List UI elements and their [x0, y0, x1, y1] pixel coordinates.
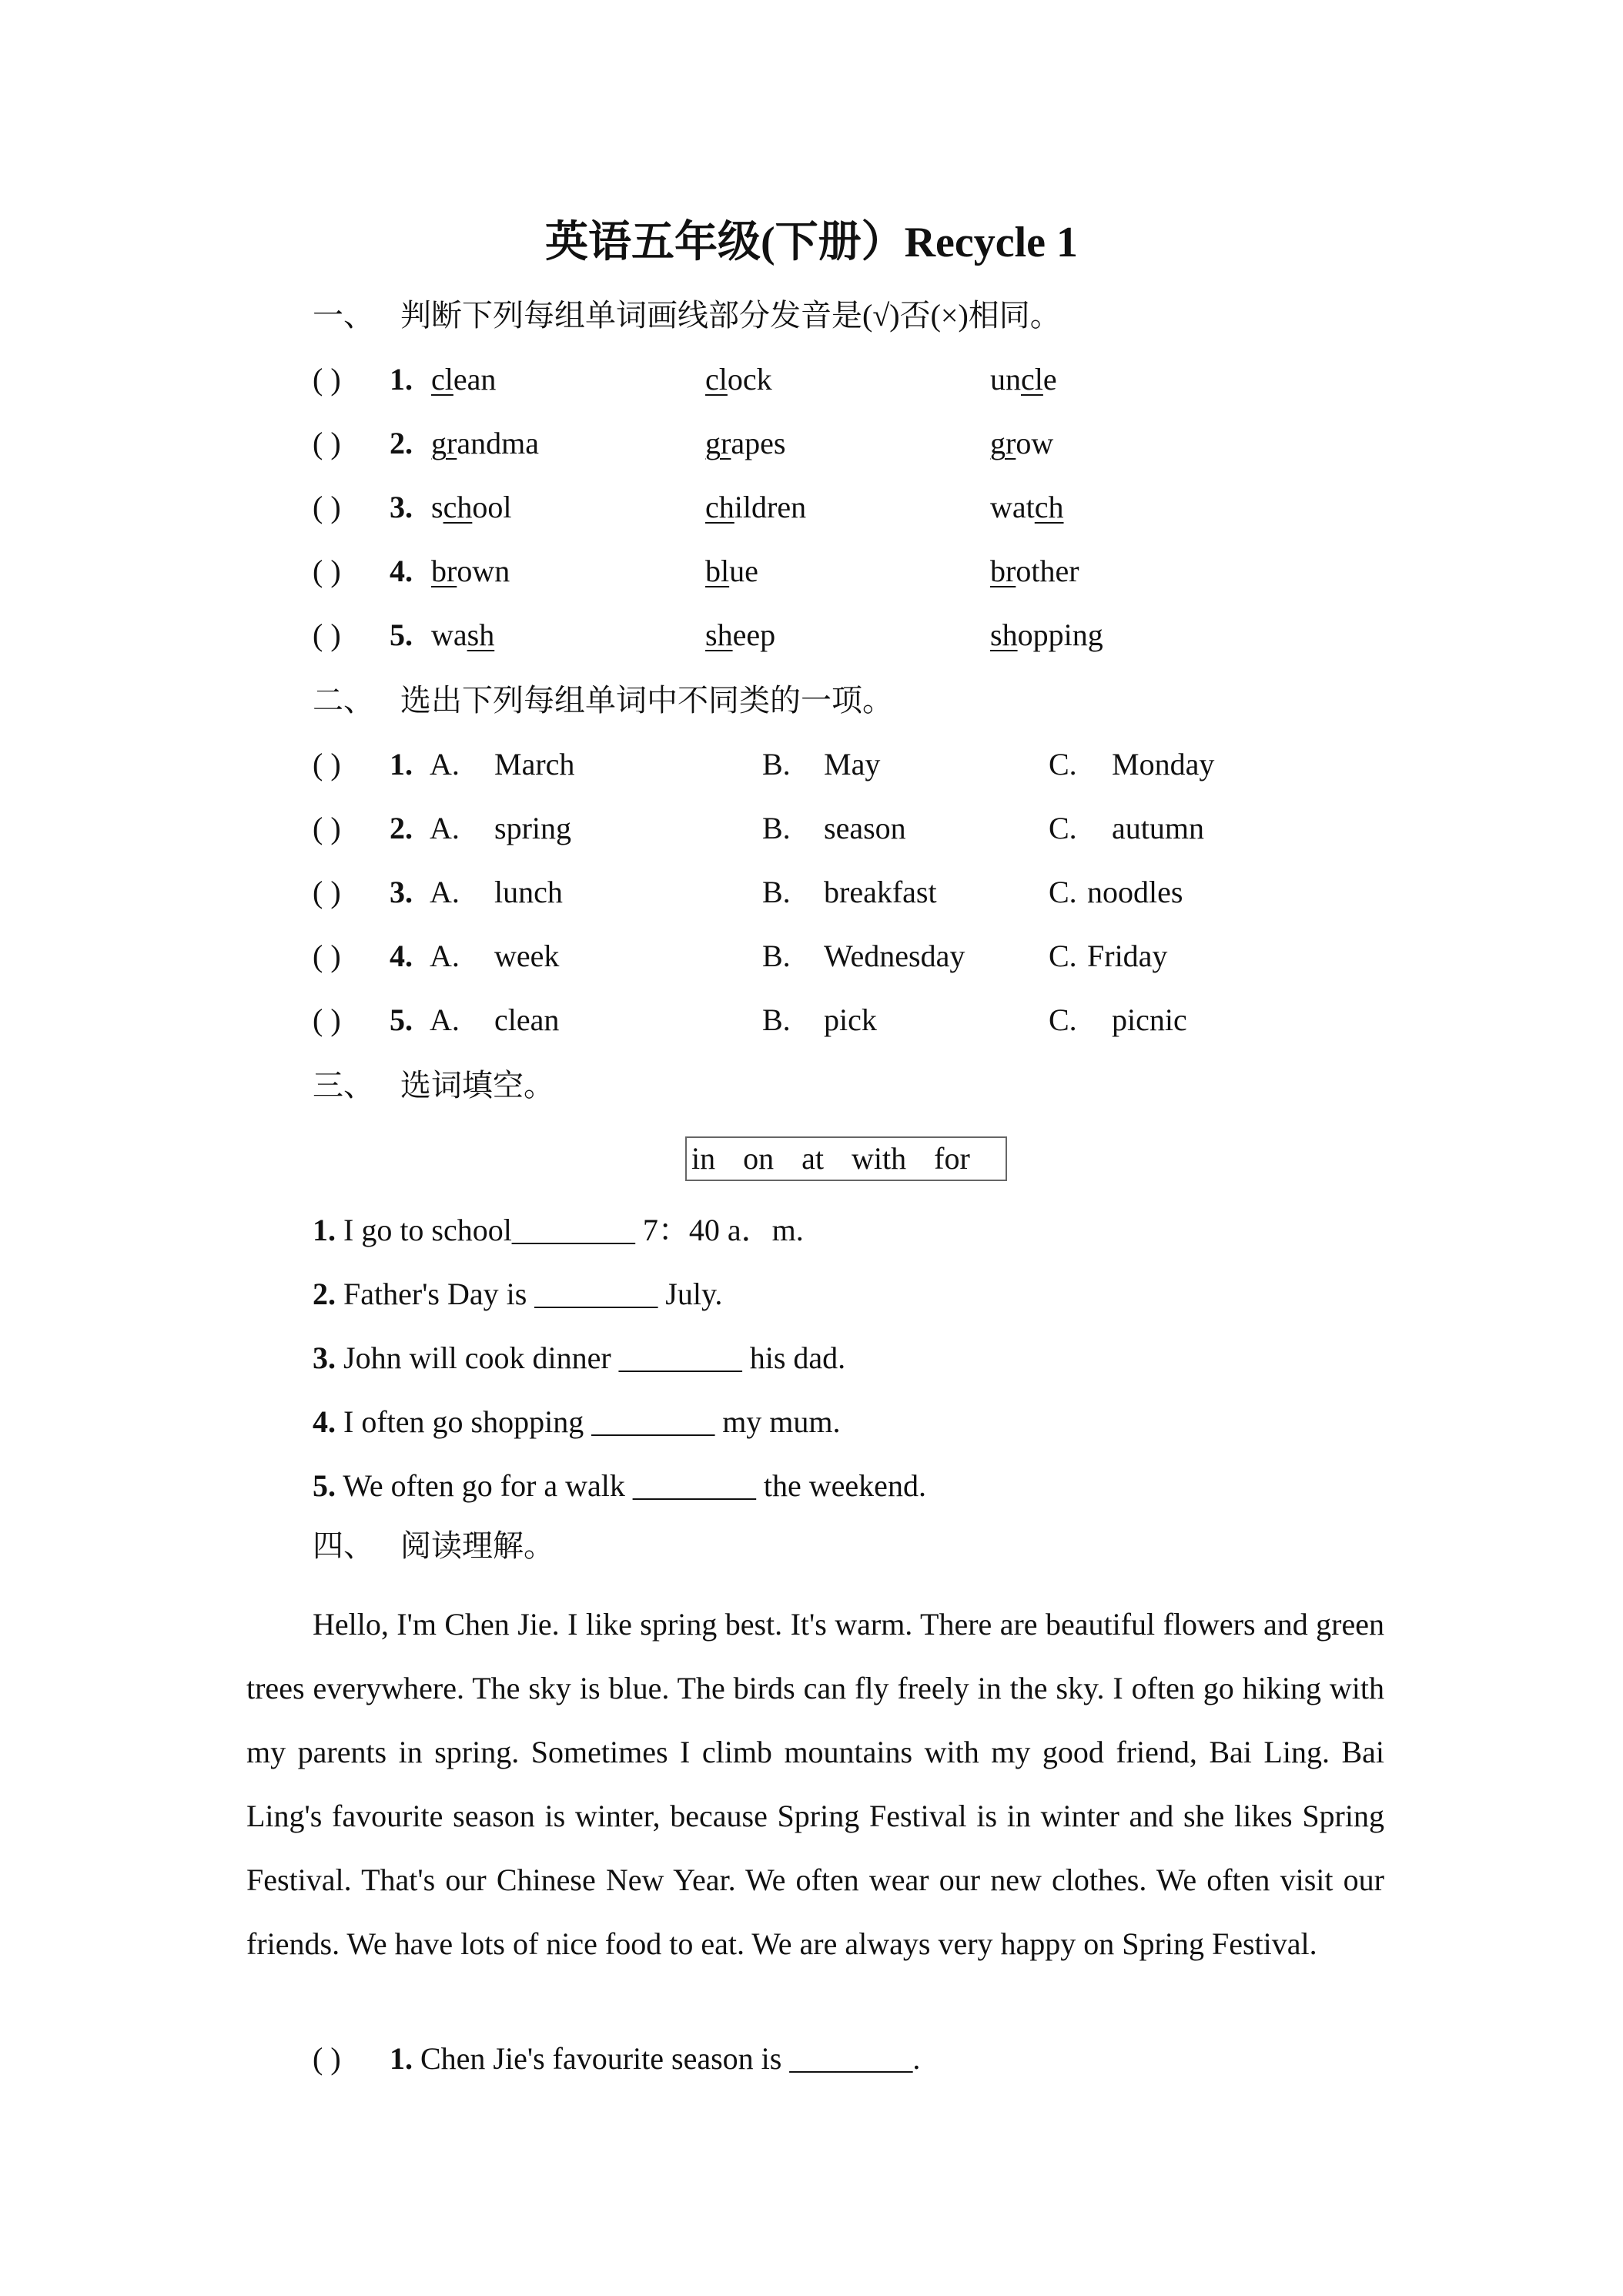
option-b[interactable]: May	[824, 747, 881, 782]
section-number: 二、	[313, 683, 374, 718]
underlined-letters: gr	[705, 426, 731, 460]
option-a[interactable]: March	[494, 747, 575, 782]
phonics-row	[313, 424, 413, 463]
underlined-letters: gr	[990, 426, 1016, 460]
word-part: ool	[472, 490, 512, 524]
phonics-word	[705, 552, 758, 591]
answer-blank[interactable]: ________	[618, 1340, 742, 1375]
section-1-heading	[313, 296, 1061, 335]
section-instruction: 阅读理解。	[400, 1528, 554, 1563]
phonics-word	[705, 616, 775, 654]
underlined-letters: br	[431, 554, 457, 588]
underlined-letters: br	[990, 554, 1016, 588]
question-number: 4.	[313, 1404, 336, 1439]
word-part: wat	[990, 490, 1035, 524]
question-number: 1.	[390, 362, 413, 397]
answer-paren[interactable]: ( )	[313, 362, 341, 397]
phonics-word	[990, 616, 1103, 654]
word-bank-box	[685, 1136, 1007, 1181]
fill-blank-row	[313, 1467, 926, 1505]
question-number: 5.	[390, 1002, 413, 1037]
word-bank-word: on	[743, 1141, 775, 1176]
word-part: eep	[732, 618, 776, 652]
option-b[interactable]: breakfast	[824, 875, 937, 909]
phonics-word	[990, 360, 1057, 399]
answer-paren[interactable]: ( )	[313, 939, 341, 973]
phonics-row	[313, 488, 413, 527]
option-b-label: B.	[762, 875, 791, 909]
section-3-heading	[313, 1066, 554, 1105]
option-a-label: A.	[430, 1002, 460, 1037]
underlined-letters: sh	[467, 618, 495, 652]
word-part: ock	[727, 362, 772, 397]
reading-passage: Hello, I'm Chen Jie. I like spring best. It's warm. There are beautiful flowers and green trees everywhere. The sky is blue. The birds can fly freely in the sky. I often go hiking with my parents in spring. Sometimes I climb mountains with my good friend, Bai Ling. Bai Ling's favourite season is winter, because Spring Festival is in winter and she likes Spring Festival. That's our Chinese New Year. We often wear our new clothes. We often visit our friends. We have lots of nice food to eat. We are always very happy on Spring Festival.	[246, 1607, 1384, 1961]
word-part: other	[1016, 554, 1079, 588]
reading-question-1	[313, 2040, 920, 2078]
underlined-letters: ch	[1034, 490, 1064, 524]
underlined-letters: cl	[1021, 362, 1043, 397]
question-end: .	[912, 2041, 921, 2076]
word-part: ue	[729, 554, 758, 588]
word-bank-word: at	[801, 1141, 824, 1176]
answer-blank[interactable]: ________	[591, 1404, 715, 1439]
option-b-label: B.	[762, 747, 791, 782]
word-part: wa	[431, 618, 467, 652]
answer-paren[interactable]: ( )	[313, 618, 341, 652]
option-b-label: B.	[762, 811, 791, 845]
option-a-label: A.	[430, 875, 460, 909]
answer-blank[interactable]: ________	[534, 1277, 658, 1311]
fill-blank-row	[313, 1211, 804, 1250]
section-number: 四、	[313, 1528, 374, 1563]
word-part: apes	[731, 426, 786, 460]
word-part: own	[457, 554, 510, 588]
section-instruction: 判断下列每组单词画线部分发音是(√)否(×)相同。	[400, 298, 1061, 333]
underlined-letters: sh	[705, 618, 733, 652]
word-part: ow	[1016, 426, 1054, 460]
word-bank-word: in	[691, 1141, 716, 1176]
question-number: 3.	[313, 1340, 336, 1375]
option-a[interactable]: clean	[494, 1002, 560, 1037]
phonics-word	[990, 488, 1064, 527]
question-number: 3.	[390, 875, 413, 909]
phonics-word	[705, 360, 772, 399]
answer-paren[interactable]: ( )	[313, 490, 341, 524]
option-c-label: C.	[1049, 939, 1077, 973]
answer-paren[interactable]: ( )	[313, 747, 341, 782]
underlined-letters: bl	[705, 554, 730, 588]
section-instruction: 选出下列每组单词中不同类的一项。	[400, 683, 893, 718]
answer-paren[interactable]: ( )	[313, 875, 341, 909]
question-number: 1.	[390, 747, 413, 782]
sentence-before: John will cook dinner	[343, 1340, 619, 1375]
word-part: un	[990, 362, 1021, 397]
question-number: 1.	[313, 1213, 336, 1247]
phonics-word	[990, 424, 1053, 463]
option-c[interactable]: autumn	[1112, 811, 1204, 845]
option-c-label: C.	[1049, 811, 1077, 845]
phonics-word	[990, 552, 1079, 591]
question-number: 4.	[390, 939, 413, 973]
phonics-word	[431, 488, 511, 527]
answer-paren[interactable]: ( )	[313, 811, 341, 845]
word-bank-word: for	[934, 1141, 970, 1176]
question-number: 2.	[390, 426, 413, 460]
choice-row	[313, 1001, 413, 1039]
option-a-label: A.	[430, 939, 460, 973]
phonics-row	[313, 616, 413, 654]
phonics-word	[431, 552, 510, 591]
fill-blank-row	[313, 1403, 841, 1441]
phonics-word	[705, 424, 785, 463]
fill-blank-row	[313, 1339, 845, 1377]
answer-paren[interactable]: ( )	[313, 2041, 341, 2076]
word-part: opping	[1017, 618, 1103, 652]
answer-paren[interactable]: ( )	[313, 554, 341, 588]
phonics-word	[431, 424, 539, 463]
option-b[interactable]: Wednesday	[824, 939, 965, 973]
option-b[interactable]: season	[824, 811, 906, 845]
option-b-label: B.	[762, 939, 791, 973]
sentence-before: We often go for a walk	[343, 1468, 633, 1503]
answer-paren[interactable]: ( )	[313, 426, 341, 460]
word-part: s	[431, 490, 443, 524]
answer-blank[interactable]: ________	[511, 1213, 635, 1247]
question-number: 2.	[390, 811, 413, 845]
underlined-letters: ch	[443, 490, 473, 524]
option-c[interactable]: Monday	[1112, 747, 1215, 782]
question-number: 2.	[313, 1277, 336, 1311]
word-part: andma	[457, 426, 539, 460]
question-number: 5.	[390, 618, 413, 652]
option-c[interactable]: noodles	[1087, 875, 1183, 909]
phonics-row	[313, 360, 413, 399]
question-number: 1.	[390, 2041, 413, 2076]
sentence-before: I go to school	[343, 1213, 512, 1247]
section-4-heading	[313, 1527, 554, 1565]
question-number: 3.	[390, 490, 413, 524]
option-a-label: A.	[430, 811, 460, 845]
sentence-before: Father's Day is	[343, 1277, 535, 1311]
sentence-after: my mum.	[714, 1404, 841, 1439]
question-number: 4.	[390, 554, 413, 588]
option-c-label: C.	[1049, 747, 1077, 782]
phonics-word	[705, 488, 806, 527]
option-c-label: C.	[1049, 1002, 1077, 1037]
option-c-label: C.	[1049, 875, 1077, 909]
underlined-letters: cl	[431, 362, 453, 397]
section-number: 三、	[313, 1068, 374, 1103]
phonics-row	[313, 552, 413, 591]
option-a-label: A.	[430, 747, 460, 782]
phonics-word	[431, 360, 496, 399]
answer-blank[interactable]: ________	[632, 1468, 756, 1503]
word-part: ean	[453, 362, 497, 397]
underlined-letters: ch	[705, 490, 735, 524]
underlined-letters: sh	[990, 618, 1018, 652]
underlined-letters: cl	[705, 362, 728, 397]
word-bank-word: with	[852, 1141, 907, 1176]
option-b[interactable]: pick	[824, 1002, 877, 1037]
sentence-after: the weekend.	[755, 1468, 926, 1503]
option-a[interactable]: week	[494, 939, 560, 973]
page-title: 英语五年级(下册）Recycle 1	[544, 219, 1079, 266]
option-a[interactable]: lunch	[494, 875, 563, 909]
section-2-heading	[313, 681, 893, 720]
sentence-after: 7：40 a．m.	[634, 1213, 804, 1247]
option-c[interactable]: picnic	[1112, 1002, 1187, 1037]
question-text: Chen Jie's favourite season is	[420, 2041, 790, 2076]
word-part: ildren	[734, 490, 807, 524]
section-number: 一、	[313, 298, 374, 333]
answer-blank[interactable]: ________	[789, 2041, 913, 2076]
question-number: 5.	[313, 1468, 336, 1503]
answer-paren[interactable]: ( )	[313, 1002, 341, 1037]
sentence-after: July.	[658, 1277, 723, 1311]
sentence-before: I often go shopping	[343, 1404, 592, 1439]
section-instruction: 选词填空。	[400, 1068, 554, 1103]
sentence-after: his dad.	[741, 1340, 846, 1375]
option-c[interactable]: Friday	[1087, 939, 1168, 973]
word-part: e	[1042, 362, 1057, 397]
choice-row	[313, 937, 413, 976]
underlined-letters: gr	[431, 426, 457, 460]
choice-row	[313, 873, 413, 912]
option-a[interactable]: spring	[494, 811, 571, 845]
choice-row	[313, 809, 413, 848]
phonics-word	[431, 616, 494, 654]
choice-row	[313, 745, 413, 784]
option-b-label: B.	[762, 1002, 791, 1037]
fill-blank-row	[313, 1275, 722, 1314]
